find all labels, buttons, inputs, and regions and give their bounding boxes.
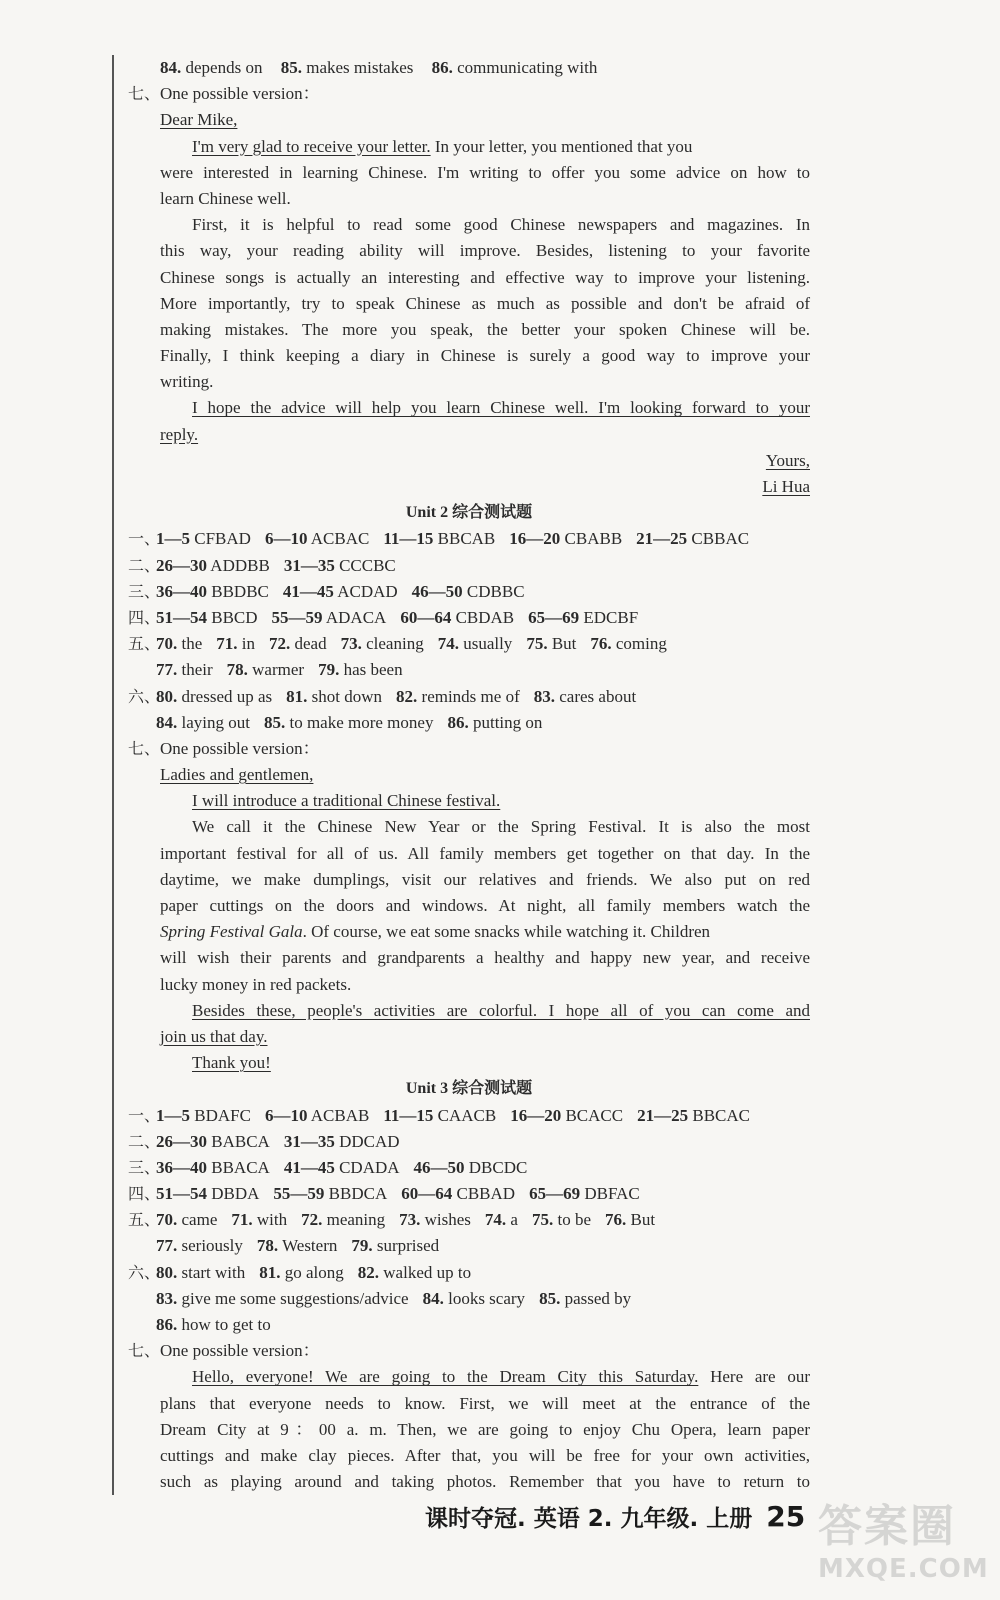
answer: CDBBC bbox=[462, 581, 525, 601]
unit2-essay-p2-line3: daytime, we make dumplings, visit our relatives and friends. We also put on red bbox=[160, 869, 810, 889]
unit3-row-2 bbox=[128, 1129, 810, 1155]
q-number: 16—20 bbox=[510, 1105, 562, 1125]
section-marker: 三、 bbox=[128, 1157, 161, 1177]
q-number: 36—40 bbox=[156, 1157, 207, 1177]
q-number: 65—69 bbox=[529, 1184, 581, 1204]
q-number: 72. bbox=[301, 1210, 323, 1230]
unit3-title: Unit 3 综合测试题 bbox=[405, 1080, 533, 1098]
q-number: 41—45 bbox=[283, 1157, 335, 1177]
answer: walked up to bbox=[379, 1262, 472, 1282]
section-marker: 五、 bbox=[128, 634, 161, 654]
unit2-row-4 bbox=[128, 605, 810, 631]
q-number: 70. bbox=[156, 634, 178, 654]
essay1-p2-line7: writing. bbox=[160, 372, 214, 392]
unit3-essay-line2: plans that everyone needs to know. First, we will meet at the entrance of the bbox=[160, 1393, 810, 1413]
answer: BCACC bbox=[561, 1105, 624, 1125]
essay1-p1-line1: I'm very glad to receive your letter. In your letter, you mentioned that you bbox=[192, 136, 693, 156]
essay1-p2-line4: More importantly, try to speak Chinese as much as possible and don't be afraid of bbox=[160, 293, 810, 313]
answer: has been bbox=[339, 660, 403, 680]
section-marker: 六、 bbox=[128, 1262, 161, 1282]
q-number: 55—59 bbox=[271, 607, 323, 627]
essay1-signature: Li Hua bbox=[762, 477, 810, 496]
answer: laying out bbox=[177, 712, 250, 732]
section-marker: 四、 bbox=[128, 607, 161, 627]
q-number: 86. bbox=[156, 1315, 178, 1334]
q-number: 51—54 bbox=[156, 607, 207, 627]
answer: go along bbox=[280, 1262, 344, 1282]
q-number: 77. bbox=[156, 1236, 178, 1256]
unit2-row-5 bbox=[128, 631, 810, 657]
q-number: 21—25 bbox=[637, 1105, 689, 1125]
q-number: 73. bbox=[399, 1210, 421, 1230]
q-number: 85. bbox=[539, 1288, 561, 1308]
unit2-essay-p2-line7: lucky money in red packets. bbox=[160, 974, 352, 994]
answer-line-84-86 bbox=[128, 55, 810, 81]
answer: BDAFC bbox=[190, 1105, 251, 1125]
answer: BBCD bbox=[207, 607, 258, 627]
answer: dressed up as bbox=[177, 686, 273, 706]
q-number: 71. bbox=[231, 1210, 253, 1230]
q-number: 11—15 bbox=[383, 529, 434, 549]
q-number: 51—54 bbox=[156, 1184, 207, 1204]
q-number: 77. bbox=[156, 660, 178, 680]
unit3-row-3 bbox=[128, 1155, 810, 1181]
q-number: 41—45 bbox=[282, 581, 334, 601]
unit2-row-6 bbox=[128, 684, 810, 710]
answer: ACBAC bbox=[307, 529, 370, 549]
unit3-essay-line4: cuttings and make clay pieces. After that, you will be free for your own activities, bbox=[160, 1445, 810, 1465]
unit3-row-6c bbox=[128, 1312, 810, 1338]
answer: looks scary bbox=[443, 1288, 526, 1308]
answer: BBCAB bbox=[433, 529, 496, 549]
section-marker: 二、 bbox=[128, 555, 161, 575]
answer: to make more money bbox=[285, 712, 434, 732]
unit3-row-4 bbox=[128, 1181, 810, 1207]
essay1-p2-line6: Finally, I think keeping a diary in Chinese is surely a good way to improve your bbox=[160, 346, 810, 366]
answer: CBABB bbox=[560, 529, 623, 549]
q-number: 84. bbox=[160, 58, 182, 77]
answer: in bbox=[237, 634, 256, 654]
answer: CDADA bbox=[334, 1157, 400, 1177]
answer: DBDA bbox=[207, 1184, 260, 1204]
essay1-p2-line3: Chinese songs is actually an interesting and effective way to improve your listening. bbox=[160, 267, 810, 287]
essay1-p3-line1: I hope the advice will help you learn Chinese well. I'm looking forward to your bbox=[192, 398, 810, 418]
q-number: 6—10 bbox=[264, 529, 308, 549]
unit3-row-1 bbox=[128, 1103, 810, 1129]
q-number: 75. bbox=[526, 634, 548, 654]
answer: BBCAC bbox=[688, 1105, 750, 1125]
unit3-row-5b bbox=[128, 1233, 810, 1259]
answer: warmer bbox=[247, 660, 305, 680]
answer-page bbox=[128, 55, 810, 1495]
answer: But bbox=[547, 634, 577, 654]
essay1-p1-line2: were interested in learning Chinese. I'm writing to offer you some advice on how to bbox=[160, 162, 810, 182]
q-number: 60—64 bbox=[400, 607, 452, 627]
q-number: 75. bbox=[531, 1210, 554, 1230]
section-marker: 一、 bbox=[128, 529, 161, 549]
q-number: 72. bbox=[269, 634, 291, 654]
unit2-row-6b bbox=[128, 710, 810, 736]
q-number: 36—40 bbox=[156, 581, 207, 601]
answer: putting on bbox=[468, 712, 543, 732]
answer: passed by bbox=[560, 1288, 632, 1308]
essay1-p2-line1: First, it is helpful to read some good Chinese newspapers and magazines. In bbox=[192, 215, 810, 235]
q-number: 86. bbox=[447, 712, 469, 732]
answer: CAACB bbox=[433, 1105, 497, 1125]
q-number: 82. bbox=[357, 1262, 380, 1282]
q-number: 79. bbox=[318, 660, 340, 680]
answer: makes mistakes bbox=[306, 58, 414, 77]
unit3-essay-line5: such as playing around and taking photos. Remember that you have to return to bbox=[160, 1472, 810, 1492]
q-number: 81. bbox=[259, 1262, 281, 1282]
q-number: 81. bbox=[286, 686, 308, 706]
q-number: 1—5 bbox=[156, 529, 190, 549]
answer: to be bbox=[553, 1210, 591, 1230]
q-number: 26—30 bbox=[156, 555, 207, 575]
q-number: 83. bbox=[156, 1288, 178, 1308]
answer: CBBAC bbox=[687, 529, 750, 549]
answer: CFBAD bbox=[190, 529, 251, 549]
unit2-essay-p1: I will introduce a traditional Chinese festival. bbox=[192, 791, 501, 811]
answer: But bbox=[626, 1210, 656, 1230]
page-footer bbox=[425, 1500, 805, 1533]
unit2-essay-p3-line2: join us that day. bbox=[160, 1026, 268, 1046]
q-number: 85. bbox=[280, 58, 302, 77]
unit3-essay-line3: Dream City at 9：00 a. m. Then, we are going to enjoy Chu Opera, learn paper bbox=[160, 1419, 810, 1439]
q-number: 46—50 bbox=[413, 1157, 465, 1177]
answer: reminds me of bbox=[417, 686, 520, 706]
essay1-p1-line3: learn Chinese well. bbox=[160, 188, 291, 208]
essay1-p3-line2: reply. bbox=[160, 424, 199, 444]
q-number: 60—64 bbox=[401, 1184, 453, 1204]
answer: came bbox=[177, 1210, 218, 1230]
answer: DDCAD bbox=[334, 1131, 400, 1151]
q-number: 74. bbox=[484, 1210, 507, 1230]
section-marker: 六、 bbox=[128, 686, 161, 706]
essay1-p2-line5: making mistakes. The more you speak, the better your spoken Chinese will be. bbox=[160, 319, 810, 339]
unit2-essay-p2-line2: important festival for all of us. All family members get together on that day. In the bbox=[160, 843, 810, 863]
q-number: 78. bbox=[226, 660, 248, 680]
answer: ACDAD bbox=[333, 581, 398, 601]
unit2-essay-p2-line6: will wish their parents and grandparents a healthy and happy new year, and receive bbox=[160, 948, 810, 968]
q-number: 6—10 bbox=[264, 1105, 308, 1125]
margin-rule bbox=[112, 55, 114, 1495]
q-number: 65—69 bbox=[528, 607, 580, 627]
unit2-essay-p2-line1: We call it the Chinese New Year or the Spring Festival. It is also the most bbox=[192, 817, 810, 837]
answer: give me some suggestions/advice bbox=[177, 1288, 409, 1308]
answer: depends on bbox=[185, 58, 263, 77]
answer: EDCBF bbox=[579, 607, 639, 627]
unit2-row-5b bbox=[128, 657, 810, 683]
answer: ADDBB bbox=[207, 555, 270, 575]
q-number: 78. bbox=[256, 1236, 279, 1256]
q-number: 82. bbox=[396, 686, 418, 706]
q-number: 85. bbox=[263, 712, 286, 732]
q-number: 79. bbox=[351, 1236, 373, 1256]
answer: seriously bbox=[177, 1236, 243, 1256]
unit2-essay-intro: 七、One possible version： bbox=[128, 738, 320, 758]
unit2-row-1 bbox=[128, 526, 810, 552]
answer: BABCA bbox=[207, 1131, 270, 1151]
essay1-p2-line2: this way, your reading ability will improve. Besides, listening to your favorite bbox=[160, 241, 810, 261]
q-number: 11—15 bbox=[383, 1105, 434, 1125]
answer: BBDBC bbox=[207, 581, 269, 601]
answer: ADACA bbox=[322, 607, 387, 627]
answer: with bbox=[252, 1210, 288, 1230]
answer: CCCBC bbox=[334, 555, 396, 575]
unit2-essay-p3-line1: Besides these, people's activities are colorful. I hope all of you can come and bbox=[192, 1000, 810, 1020]
q-number: 86. bbox=[431, 58, 453, 77]
q-number: 31—35 bbox=[283, 1131, 335, 1151]
answer: coming bbox=[611, 634, 667, 654]
unit2-row-3 bbox=[128, 579, 810, 605]
section-marker: 五、 bbox=[128, 1210, 161, 1230]
unit2-essay-thanks: Thank you! bbox=[192, 1053, 271, 1073]
answer: dead bbox=[290, 634, 327, 654]
answer: CBDAB bbox=[451, 607, 515, 627]
answer: a bbox=[506, 1210, 518, 1230]
answer: surprised bbox=[372, 1236, 440, 1256]
q-number: 21—25 bbox=[636, 529, 688, 549]
answer: Western bbox=[278, 1236, 338, 1256]
unit2-essay-p2-line5: Spring Festival Gala. Of course, we eat some snacks while watching it. Children bbox=[160, 922, 711, 942]
q-number: 16—20 bbox=[509, 529, 561, 549]
answer: the bbox=[177, 634, 203, 654]
section-marker: 四、 bbox=[128, 1184, 161, 1204]
unit3-row-5 bbox=[128, 1207, 810, 1233]
answer: BBDCA bbox=[324, 1184, 388, 1204]
essay1-intro: 七、One possible version： bbox=[128, 84, 320, 104]
q-number: 55—59 bbox=[273, 1184, 325, 1204]
q-number: 46—50 bbox=[411, 581, 463, 601]
q-number: 80. bbox=[156, 686, 178, 706]
q-number: 80. bbox=[156, 1262, 178, 1282]
essay1-salutation: Dear Mike, bbox=[160, 110, 238, 130]
q-number: 71. bbox=[216, 634, 238, 654]
q-number: 31—35 bbox=[283, 555, 335, 575]
unit3-essay-intro: 七、One possible version： bbox=[128, 1341, 320, 1361]
answer: ACBAB bbox=[307, 1105, 370, 1125]
answer: CBBAD bbox=[452, 1184, 516, 1204]
answer: their bbox=[177, 660, 213, 680]
q-number: 84. bbox=[156, 712, 178, 732]
unit3-row-6 bbox=[128, 1260, 810, 1286]
answer: meaning bbox=[322, 1210, 386, 1230]
unit3-essay-line1: Hello, everyone! We are going to the Dream City this Saturday. Here are our bbox=[192, 1367, 810, 1387]
q-number: 70. bbox=[156, 1210, 178, 1230]
answer: wishes bbox=[420, 1210, 471, 1230]
answer: cares about bbox=[554, 686, 637, 706]
essay1-closing: Yours, bbox=[765, 450, 810, 470]
answer: usually bbox=[458, 634, 513, 654]
answer: BBACA bbox=[207, 1157, 270, 1177]
section-marker: 二、 bbox=[128, 1131, 161, 1151]
q-number: 76. bbox=[590, 634, 612, 654]
section-marker: 一、 bbox=[128, 1105, 161, 1125]
q-number: 74. bbox=[437, 634, 459, 654]
answer: shot down bbox=[307, 686, 383, 706]
book-title: 课时夺冠. 英语 2. 九年级. 上册 bbox=[425, 1506, 753, 1532]
q-number: 26—30 bbox=[156, 1131, 207, 1151]
answer: start with bbox=[177, 1262, 246, 1282]
q-number: 76. bbox=[605, 1210, 627, 1230]
page-number: 25 bbox=[766, 1500, 806, 1533]
answer: how to get to bbox=[177, 1315, 271, 1334]
answer: cleaning bbox=[361, 634, 424, 654]
answer: communicating with bbox=[457, 58, 598, 77]
q-number: 83. bbox=[533, 686, 555, 706]
unit2-title: Unit 2 综合测试题 bbox=[405, 504, 533, 522]
q-number: 73. bbox=[340, 634, 362, 654]
unit2-essay-salutation: Ladies and gentlemen, bbox=[160, 765, 314, 785]
q-number: 84. bbox=[422, 1288, 444, 1308]
answer: DBCDC bbox=[464, 1157, 528, 1177]
q-number: 1—5 bbox=[156, 1105, 190, 1125]
watermark-logo: 答案圈 MXQE.COM bbox=[818, 1501, 989, 1584]
unit2-row-2 bbox=[128, 553, 810, 579]
section-marker: 三、 bbox=[128, 581, 161, 601]
answer: DBFAC bbox=[580, 1184, 640, 1204]
unit2-essay-p2-line4: paper cuttings on the doors and windows. At night, all family members watch the bbox=[160, 896, 810, 915]
unit3-row-6b bbox=[128, 1286, 810, 1312]
